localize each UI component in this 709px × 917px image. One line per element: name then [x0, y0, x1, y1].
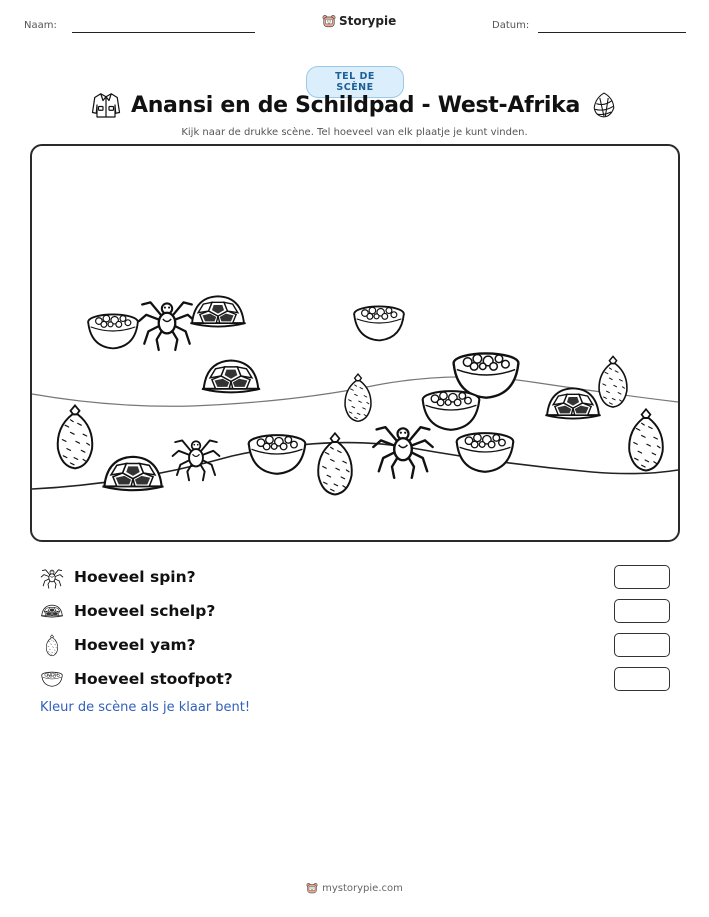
question-text: Hoeveel schelp? — [74, 602, 216, 620]
pinecone-icon — [590, 91, 618, 119]
question-row-spider — [40, 560, 670, 594]
counting-scene[interactable] — [30, 144, 680, 542]
date-label: Datum: — [492, 20, 530, 31]
yam-icon — [629, 409, 663, 470]
shell-icon — [190, 296, 245, 326]
activity-badge: TEL DE SCÈNE — [306, 66, 404, 98]
question-text: Hoeveel stoofpot? — [74, 670, 233, 688]
scene-illustration — [32, 146, 678, 540]
question-row-stew-pot — [40, 662, 670, 696]
stew-pot-icon — [249, 435, 306, 474]
brand-name: Storypie — [339, 14, 397, 28]
question-text: Hoeveel spin? — [74, 568, 196, 586]
stew-pot-icon — [40, 667, 64, 691]
answer-box-stew-pot[interactable] — [614, 667, 670, 691]
page-title: Anansi en de Schildpad - West-Afrika — [130, 92, 581, 118]
storypie-logo-icon — [306, 882, 318, 894]
footer — [0, 882, 709, 894]
yam-icon — [58, 405, 93, 468]
name-label: Naam: — [24, 20, 57, 31]
answer-box-spider[interactable] — [614, 565, 670, 589]
shell-icon — [545, 388, 600, 418]
yam-icon — [40, 633, 64, 657]
spider-icon — [373, 427, 432, 478]
question-row-shell — [40, 594, 670, 628]
spider-icon — [173, 440, 220, 480]
name-field[interactable] — [72, 32, 255, 33]
spider-icon — [40, 565, 64, 589]
shell-icon — [102, 457, 163, 490]
question-text: Hoeveel yam? — [74, 636, 196, 654]
site-link[interactable]: mystorypie.com — [322, 882, 403, 894]
stew-pot-icon — [354, 306, 404, 340]
title-row — [0, 90, 709, 120]
storypie-logo-icon — [322, 14, 336, 28]
question-row-yam — [40, 628, 670, 662]
shell-icon — [40, 599, 64, 623]
answer-box-shell[interactable] — [614, 599, 670, 623]
yam-icon — [345, 374, 371, 421]
page-subtitle: Kijk naar de drukke scène. Tel hoeveel van elk plaatje je kunt vinden. — [181, 127, 528, 138]
answer-box-yam[interactable] — [614, 633, 670, 657]
question-list — [40, 560, 670, 696]
spider-icon — [139, 302, 195, 350]
stew-pot-icon — [423, 391, 480, 430]
date-field[interactable] — [538, 32, 686, 33]
coloring-instruction: Kleur de scène als je klaar bent! — [40, 700, 251, 715]
yam-icon — [599, 356, 627, 407]
jacket-icon — [91, 90, 121, 120]
shell-icon — [202, 361, 260, 393]
stew-pot-icon — [457, 433, 514, 472]
brand-logo — [322, 14, 396, 28]
stew-pot-icon — [88, 314, 138, 348]
